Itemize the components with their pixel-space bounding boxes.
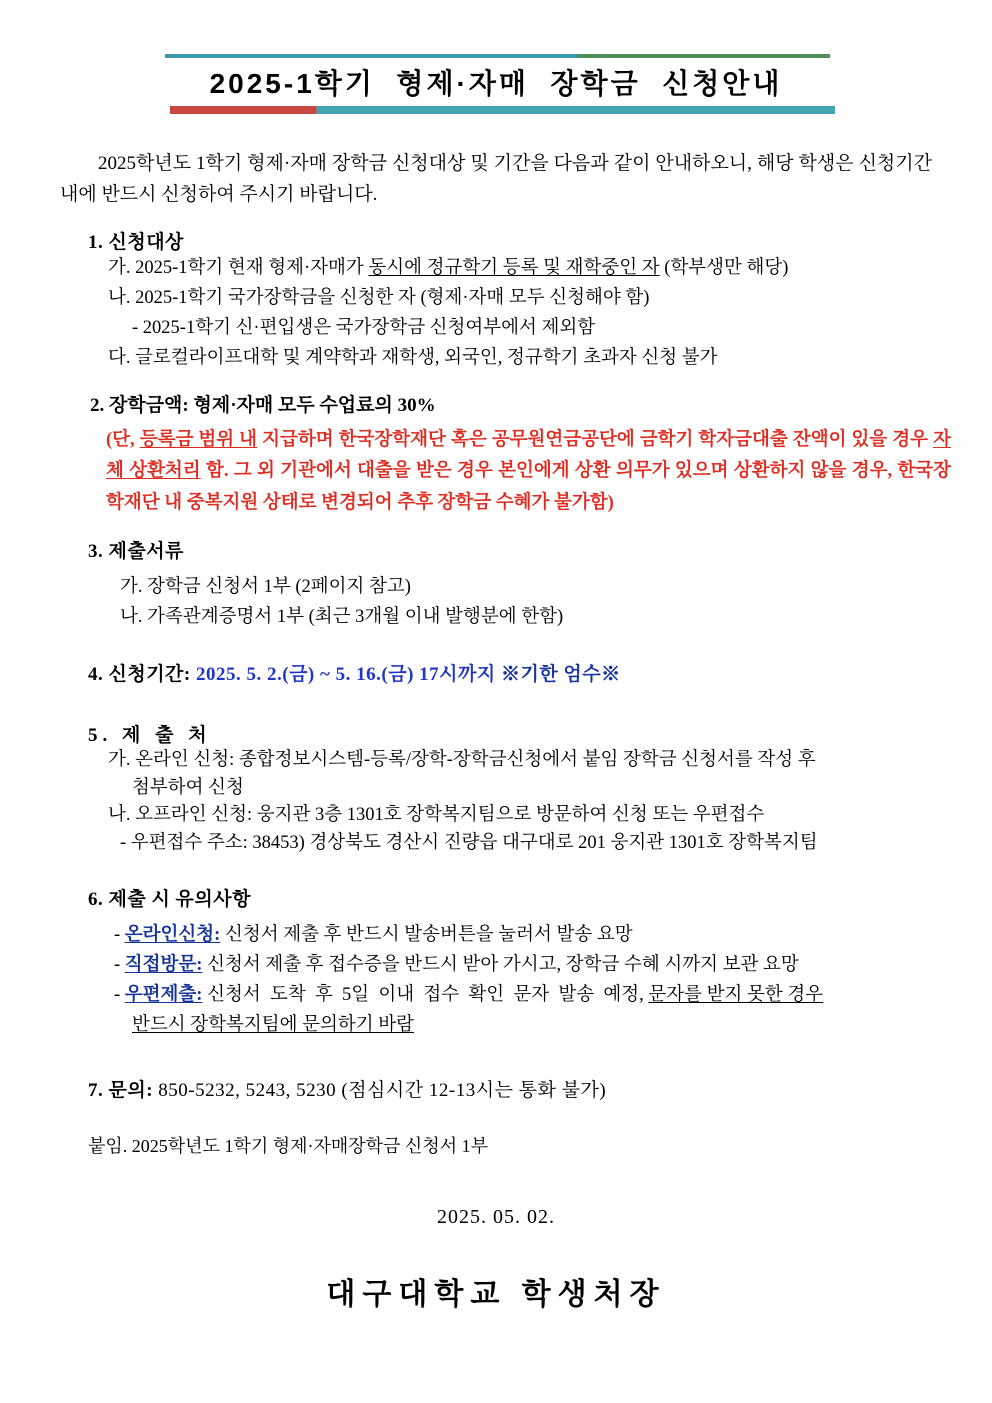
list-item: - 우편제출: 신청서 도착 후 5일 이내 접수 확인 문자 발송 예정, 문자를 받지 못한 경우 bbox=[114, 984, 824, 1005]
list-item: 다. 글로컬라이프대학 및 계약학과 재학생, 외국인, 정규학기 초과자 신청 불가 bbox=[108, 347, 718, 368]
section-4-heading bbox=[88, 659, 932, 686]
section-5-heading bbox=[88, 720, 932, 747]
section-5-title: 제 출 처 bbox=[122, 724, 212, 746]
list-item: - 직접방문: 신청서 제출 후 접수증을 반드시 받아 가시고, 장학금 수혜 시까지 보관 요망 bbox=[114, 954, 799, 975]
section-3-title: 제출서류 bbox=[108, 541, 184, 562]
contact-numbers: 850-5232, 5243, 5230 (점심시간 12-13시는 통화 불가) bbox=[158, 1079, 607, 1101]
section-5-number: 5. bbox=[88, 724, 113, 746]
list-item: 첨부하여 신청 bbox=[132, 777, 244, 798]
list-item: 나. 오프라인 신청: 웅지관 3층 1301호 장학복지팀으로 방문하여 신청 또는 우편접수 bbox=[108, 805, 765, 826]
title-block bbox=[60, 44, 932, 122]
section-7-heading bbox=[88, 1075, 932, 1102]
scholarship-amount-note: (단, 등록금 범위 내 지급하며 한국장학재단 혹은 공무원연금공단에 금학기 학자금대출 잔액이 있을 경우 자체 상환처리 함. 그 외 기관에서 대출을 받은 경우 본인에게 상환 의무가 있으며 상환하지 않을 경우, 한국장학재단 내 중복지원 상태로 변경되어 추후 장학금 수혜가 불가함) bbox=[106, 429, 952, 514]
application-period-dates: 2025. 5. 2.(금) ~ 5. 16.(금) 17시까지 bbox=[196, 663, 496, 685]
note-text-visit: 신청서 제출 후 접수증을 반드시 받아 가시고, 장학금 수혜 시까지 보관 요망 bbox=[207, 954, 799, 975]
list-item: 나. 가족관계증명서 1부 (최근 3개월 이내 발행분에 한함) bbox=[120, 606, 564, 627]
list-item: - 2025-1학기 신·편입생은 국가장학금 신청여부에서 제외함 bbox=[132, 317, 596, 338]
section-6-title: 제출 시 유의사항 bbox=[108, 888, 251, 910]
list-item: 반드시 장학복지팀에 문의하기 바람 bbox=[132, 1014, 414, 1035]
section-4-title: 신청기간: bbox=[108, 663, 191, 685]
list-item: 나. 2025-1학기 국가장학금을 신청한 자 (형제·자매 모두 신청해야 함) bbox=[108, 287, 650, 308]
attachment-note: 붙임. 2025학년도 1학기 형제·자매장학금 신청서 1부 bbox=[88, 1135, 488, 1156]
signature-line: 대구대학교 학생처장 bbox=[326, 1277, 666, 1311]
page-title: 2025-1학기 형제·자매 장학금 신청안내 bbox=[209, 68, 783, 99]
list-item: 가. 온라인 신청: 종합정보시스템-등록/장학-장학금신청에서 붙임 장학금 신청서를 작성 후 bbox=[108, 749, 816, 770]
list-item: 가. 장학금 신청서 1부 (2페이지 참고) bbox=[120, 577, 411, 597]
section-submission-place bbox=[60, 702, 932, 858]
section-application-target bbox=[60, 227, 932, 374]
section-contact bbox=[60, 1057, 932, 1102]
section-6-number: 6. bbox=[88, 888, 104, 910]
section-1-heading bbox=[88, 227, 932, 254]
intro-text: 2025학년도 1학기 형제·자매 장학금 신청대상 및 기간을 다음과 같이 안내하오니, 해당 학생은 신청기간 내에 반드시 신청하여 주시기 바랍니다. bbox=[60, 153, 932, 206]
section-scholarship-amount bbox=[60, 390, 952, 520]
note-label-mail: 우편제출: bbox=[124, 984, 203, 1005]
section-3-number: 3. bbox=[88, 541, 104, 562]
section-required-documents bbox=[60, 536, 932, 633]
title-rule-bottom bbox=[170, 106, 835, 114]
note-label-visit: 직접방문: bbox=[124, 954, 203, 975]
title-rule-top bbox=[165, 54, 830, 58]
list-item: - 우편접수 주소: 38453) 경상북도 경산시 진량읍 대구대로 201 웅지관 1301호 장학복지팀 bbox=[120, 833, 818, 854]
section-7-number: 7. bbox=[88, 1079, 104, 1101]
section-3-heading bbox=[88, 536, 932, 563]
section-1-title: 신청대상 bbox=[108, 231, 184, 253]
section-6-heading bbox=[88, 884, 932, 911]
intro-paragraph bbox=[60, 148, 932, 211]
document-date: 2025. 05. 02. bbox=[437, 1205, 555, 1228]
section-4-number: 4. bbox=[88, 663, 104, 685]
application-period-emphasis: ※기한 엄수※ bbox=[500, 663, 621, 685]
section-2-title: 장학금액: 형제·자매 모두 수업료의 30% bbox=[109, 394, 436, 416]
section-2-number: 2. bbox=[90, 394, 105, 416]
section-2-heading bbox=[90, 390, 932, 417]
list-item: 가. 2025-1학기 현재 형제·자매가 동시에 정규학기 등록 및 재학중인 자 (학부생만 해당) bbox=[108, 257, 789, 278]
list-item: - 온라인신청: 신청서 제출 후 반드시 발송버튼을 눌러서 발송 요망 bbox=[114, 924, 633, 945]
section-1-number: 1. bbox=[88, 231, 104, 253]
note-text-online: 신청서 제출 후 반드시 발송버튼을 눌러서 발송 요망 bbox=[224, 924, 633, 945]
note-label-online: 온라인신청: bbox=[124, 924, 221, 945]
section-application-period bbox=[60, 649, 932, 686]
section-7-title: 문의: bbox=[108, 1079, 154, 1101]
section-submission-notes bbox=[60, 874, 932, 1041]
